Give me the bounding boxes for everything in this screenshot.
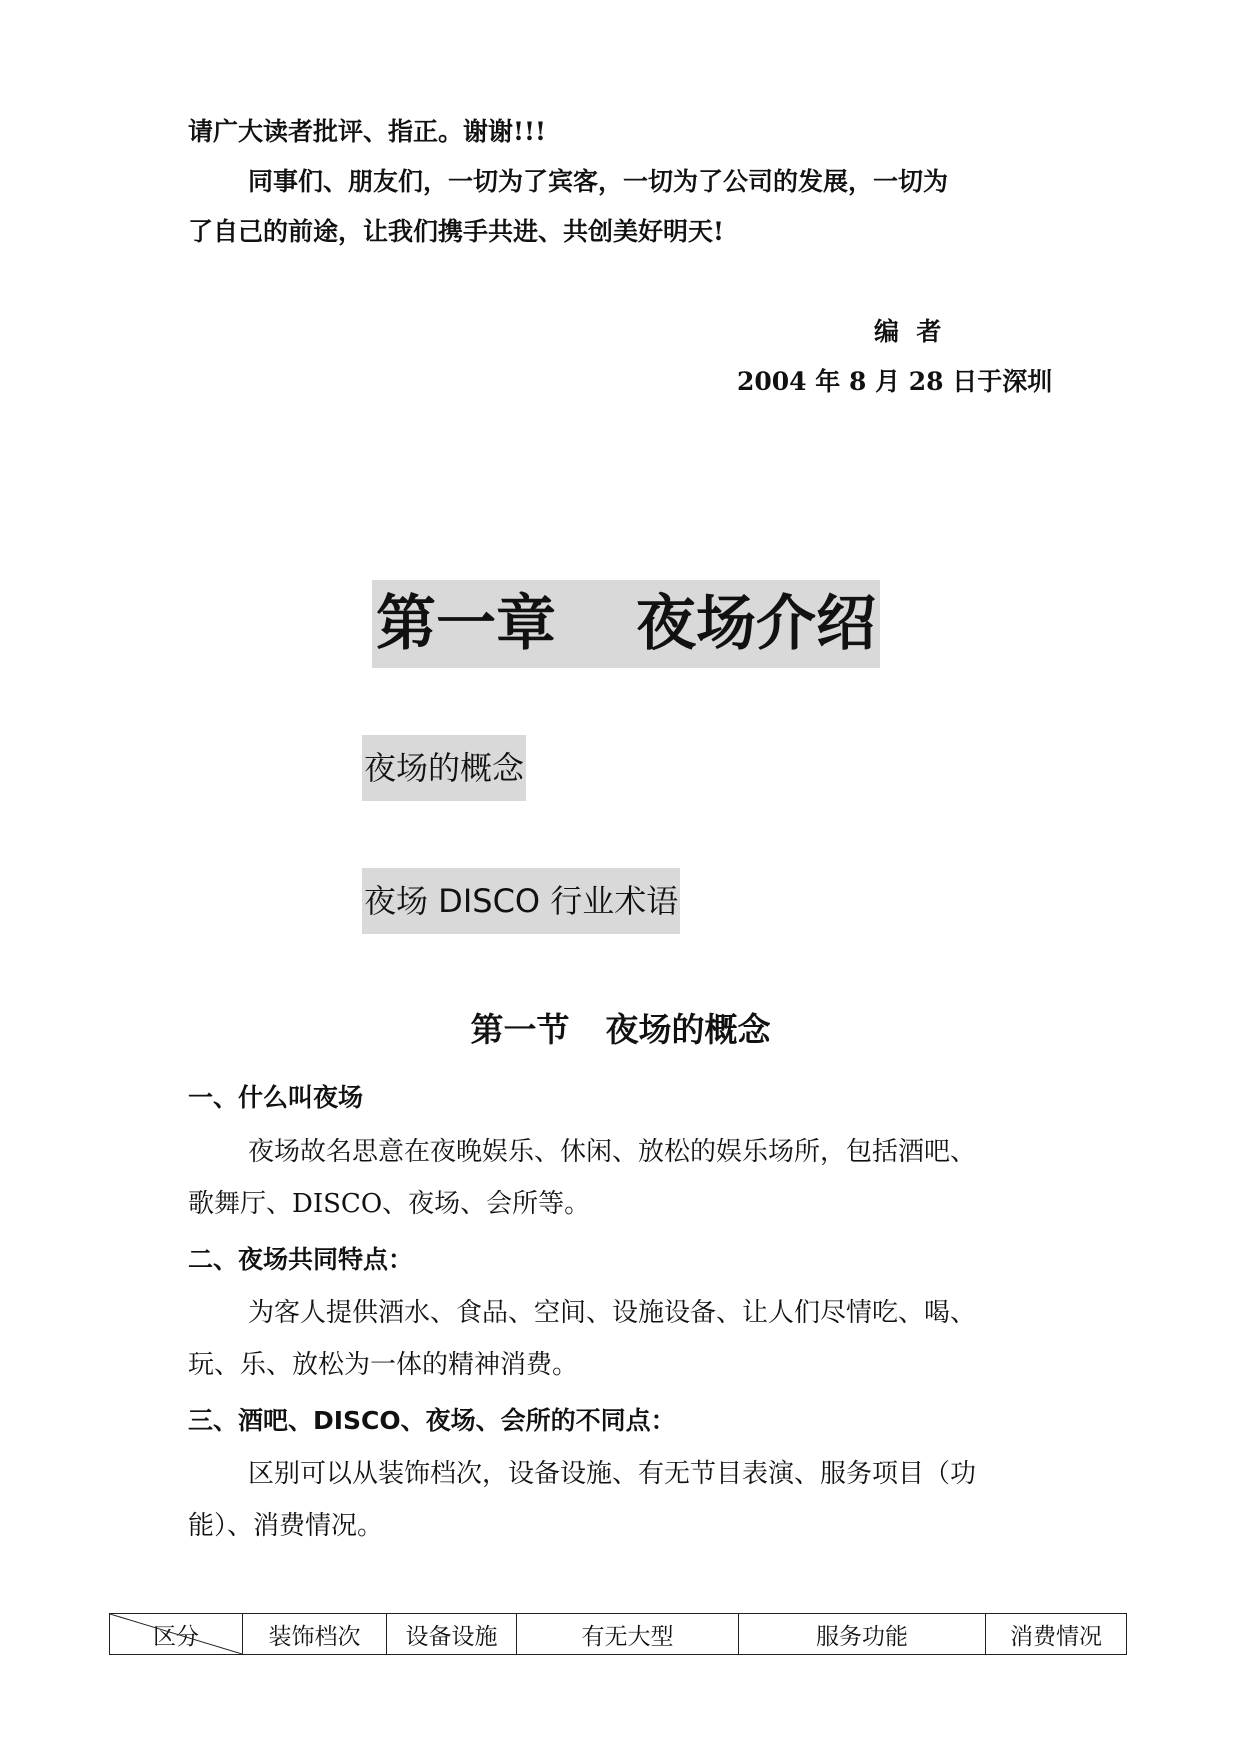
intro-line-2: 同事们、朋友们，一切为了宾客，一切为了公司的发展，一切为 — [248, 167, 949, 196]
chapter-title — [372, 580, 880, 668]
author-signature: 编 者 — [874, 317, 942, 346]
toc-item-concept[interactable]: 夜场的概念 — [362, 735, 526, 801]
paragraph-3-line-1: 区别可以从装饰档次，设备设施、有无节目表演、服务项目（功 — [248, 1459, 977, 1489]
paragraph-1-line-1: 夜场故名思意在夜晚娱乐、休闲、放松的娱乐场所，包括酒吧、 — [248, 1137, 977, 1167]
table-header-decoration: 装饰档次 — [243, 1614, 387, 1655]
toc-item-terms[interactable]: 夜场 DISCO 行业术语 — [362, 868, 680, 934]
paragraph-3-line-2: 能）、消费情况。 — [188, 1511, 384, 1541]
table-header-row — [110, 1614, 1127, 1655]
comparison-table — [109, 1613, 1127, 1655]
subheading-2: 二、夜场共同特点： — [188, 1245, 414, 1274]
intro-line-1: 请广大读者批评、指正。谢谢!!! — [188, 117, 546, 146]
date-place: 2004 年 8 月 28 日于深圳 — [737, 367, 1053, 396]
section-number: 第一节 — [470, 1010, 570, 1049]
chapter-number: 第一章 — [376, 589, 556, 659]
paragraph-1-line-2: 歌舞厅、DISCO、夜场、会所等。 — [188, 1189, 591, 1219]
table-header-performance: 有无大型 — [517, 1614, 739, 1655]
table-header-diagonal-cell — [110, 1614, 243, 1655]
paragraph-2-line-2: 玩、乐、放松为一体的精神消费。 — [188, 1350, 579, 1380]
intro-line-3: 了自己的前途，让我们携手共进、共创美好明天! — [188, 217, 724, 246]
subheading-1: 一、什么叫夜场 — [188, 1083, 364, 1112]
subheading-3: 三、酒吧、DISCO、夜场、会所的不同点： — [188, 1406, 676, 1435]
section-name: 夜场的概念 — [605, 1010, 771, 1049]
chapter-name: 夜场介绍 — [636, 589, 876, 659]
table-header-category: 区分 — [153, 1623, 199, 1650]
table-header-equipment: 设备设施 — [387, 1614, 517, 1655]
table-header-consumption: 消费情况 — [986, 1614, 1127, 1655]
paragraph-2-line-1: 为客人提供酒水、食品、空间、设施设备、让人们尽情吃、喝、 — [248, 1298, 977, 1328]
diagonal-line — [110, 1614, 242, 1654]
table-header-service: 服务功能 — [739, 1614, 986, 1655]
section-title — [0, 1004, 1241, 1051]
